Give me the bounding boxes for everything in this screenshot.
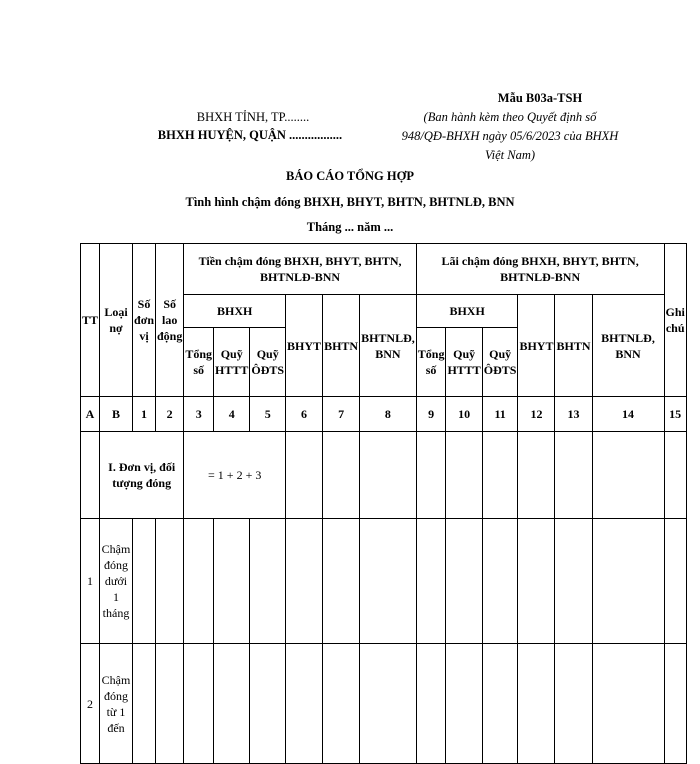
header-tien-bhxh: BHXH [184,295,286,328]
header-tien-quy-httt: Quỹ HTTT [214,328,250,397]
row-tt: 1 [81,519,100,644]
form-code: Mẫu B03a-TSH [497,91,583,105]
row-label: I. Đơn vị, đối tượng đóng [100,432,184,519]
header-tt: TT [81,244,100,397]
header-ghi-chu: Ghi chú [664,244,686,397]
table-row [81,432,687,519]
header-group-lai: Lãi chậm đóng BHXH, BHYT, BHTN, BHTNLĐ-BNN [416,244,664,295]
row-label: Chậm đóng dưới 1 tháng [100,519,133,644]
header-tien-bhyt: BHYT [286,295,323,397]
col-number: B [100,397,133,432]
header-lai-bhyt: BHYT [518,295,555,397]
header-tien-quy-odts: Quỹ ÔĐTS [250,328,286,397]
col-number: 6 [286,397,323,432]
col-number: 9 [416,397,446,432]
header-tien-bhtn: BHTN [323,295,360,397]
col-number: 14 [592,397,664,432]
report-table [80,243,687,764]
row-label: Chậm đóng từ 1 đến [100,644,133,764]
header-lai-quy-httt: Quỹ HTTT [446,328,482,397]
header-lai-tong-so: Tổng số [416,328,446,397]
org-province-line: BHXH TỈNH, TP........ [196,110,310,124]
report-period: Tháng ... năm ... [306,220,394,234]
col-number: 4 [214,397,250,432]
org-district-line: BHXH HUYỆN, QUẬN ................. [157,128,343,142]
header-so-lao-dong: Số lao động [156,244,184,397]
table-row [81,519,687,644]
row-tt [81,432,100,519]
col-number: 13 [555,397,592,432]
col-number: A [81,397,100,432]
header-group-tien: Tiền chậm đóng BHXH, BHYT, BHTN, BHTNLĐ-BNN [184,244,416,295]
header-so-don-vi: Số đơn vị [133,244,156,397]
col-number: 1 [133,397,156,432]
header-loai-no: Loại nợ [100,244,133,397]
header-lai-quy-odts: Quỹ ÔĐTS [482,328,518,397]
header-tien-bhtnld: BHTNLĐ, BNN [360,295,417,397]
col-number: 11 [482,397,518,432]
col-number: 7 [323,397,360,432]
report-subtitle: Tình hình chậm đóng BHXH, BHYT, BHTN, BHTNLĐ, BNN [185,195,515,209]
col-number: 8 [360,397,417,432]
header-lai-bhtnld: BHTNLĐ, BNN [592,295,664,397]
col-number: 5 [250,397,286,432]
report-title: BÁO CÁO TỔNG HỢP [286,169,414,183]
col-number: 2 [156,397,184,432]
col-number: 10 [446,397,482,432]
form-note: (Ban hành kèm theo Quyết định số 948/QĐ-BHXH ngày 05/6/2023 của BHXH Việt Nam) [401,110,619,162]
header-lai-bhtn: BHTN [555,295,592,397]
header-tien-tong-so: Tổng số [184,328,214,397]
row-formula: = 1 + 2 + 3 [184,432,286,519]
row-tt: 2 [81,644,100,764]
header-lai-bhxh: BHXH [416,295,518,328]
table-row [81,644,687,764]
col-number: 12 [518,397,555,432]
col-number: 3 [184,397,214,432]
col-number: 15 [664,397,686,432]
